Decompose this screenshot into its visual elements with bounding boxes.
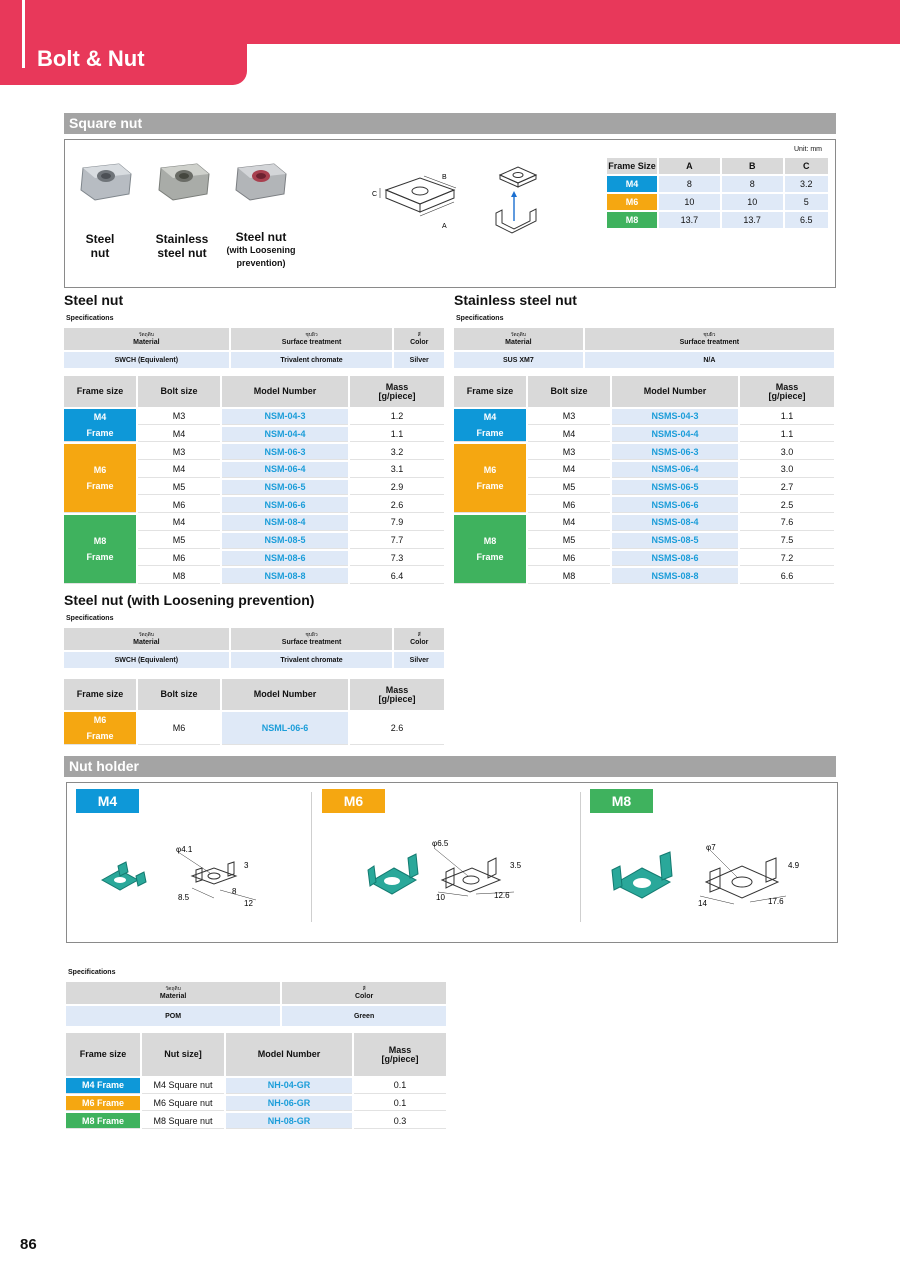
model-number-cell: NSMS-06-6 <box>612 497 738 513</box>
steel-nut-table <box>62 374 446 586</box>
m6-dim-height: 3.5 <box>510 861 522 870</box>
model-number-cell: NSMS-06-3 <box>612 444 738 460</box>
model-number-cell: NSML-06-6 <box>222 712 348 745</box>
section-title-square-nut: Square nut <box>64 113 836 134</box>
spec-material: SWCH (Equivalent) <box>64 352 229 368</box>
mass-cell: 0.1 <box>354 1096 446 1112</box>
model-number-cell: NSM-06-3 <box>222 444 348 460</box>
col-model-number: Model Number <box>226 1033 352 1076</box>
loosening-nut-spec-table <box>62 626 446 670</box>
model-number-cell: NSM-08-8 <box>222 568 348 584</box>
bolt-size-cell: M3 <box>138 444 220 460</box>
m8-dim-diameter: φ7 <box>706 843 716 852</box>
frame-size-cell: M6 Frame <box>64 444 136 513</box>
frame-size-cell: M8 <box>607 212 657 228</box>
nut-size-cell: M8 Square nut <box>142 1113 224 1129</box>
loosening-nut-label: Steel nut (with Loosening prevention) <box>226 230 296 268</box>
page-number: 86 <box>20 1236 37 1253</box>
mass-cell: 2.6 <box>350 497 444 513</box>
steel-nut-spec-table <box>62 326 446 370</box>
bolt-size-cell: M4 <box>138 427 220 443</box>
dim-a-cell: 10 <box>659 194 720 210</box>
dim-a-cell: 13.7 <box>659 212 720 228</box>
col-mass: Mass [g/piece] <box>350 376 444 407</box>
steel-nut-label: Steel nut <box>85 232 115 260</box>
loosening-nut-spec-label: Specifications <box>66 615 114 622</box>
nut-holder-table <box>64 1031 448 1131</box>
m8-dim-height: 4.9 <box>788 861 800 870</box>
m4-dim-length: 12 <box>244 899 253 908</box>
table-row <box>64 515 444 531</box>
mass-cell: 6.4 <box>350 568 444 584</box>
holder-tag-m8: M8 <box>590 789 653 813</box>
loosening-nut-title: Steel nut (with Loosening prevention) <box>64 592 315 608</box>
bolt-size-cell: M6 <box>528 497 610 513</box>
spec-header-material: วัตถุดิบ Material <box>454 328 583 350</box>
dim-c-label: C <box>372 191 378 198</box>
col-model-number: Model Number <box>612 376 738 407</box>
title-accent-line <box>22 0 25 68</box>
spec-color: Silver <box>394 652 444 668</box>
model-number-cell: NH-04-GR <box>226 1078 352 1094</box>
dim-a-cell: 8 <box>659 176 720 192</box>
stainless-nut-title: Stainless steel nut <box>454 292 577 308</box>
dim-b-cell: 8 <box>722 176 783 192</box>
model-number-cell: NSM-06-6 <box>222 497 348 513</box>
m8-dim-width: 14 <box>698 899 707 908</box>
bolt-size-cell: M4 <box>138 462 220 478</box>
table-row <box>64 712 444 745</box>
nut-holder-m6-drawing <box>364 836 534 908</box>
stainless-nut-label: Stainless steel nut <box>155 232 209 260</box>
dim-a-label: A <box>442 223 447 230</box>
model-number-cell: NH-08-GR <box>226 1113 352 1129</box>
mass-cell: 2.9 <box>350 480 444 496</box>
model-number-cell: NSM-04-4 <box>222 427 348 443</box>
frame-size-cell: M6 <box>607 194 657 210</box>
nut-size-cell: M4 Square nut <box>142 1078 224 1094</box>
dim-c-cell: 6.5 <box>785 212 828 228</box>
model-number-cell: NSM-08-5 <box>222 533 348 549</box>
title-tab <box>0 0 247 85</box>
mass-cell: 7.2 <box>740 551 834 567</box>
square-nut-dimension-drawing <box>368 166 468 236</box>
spec-header-color: สี Color <box>282 982 446 1004</box>
col-frame-size: Frame size <box>64 679 136 710</box>
frame-size-cell: M4 Frame <box>64 409 136 442</box>
mass-cell: 1.1 <box>740 409 834 425</box>
mass-cell: 3.1 <box>350 462 444 478</box>
mass-cell: 1.1 <box>350 427 444 443</box>
bolt-size-cell: M4 <box>528 462 610 478</box>
model-number-cell: NSM-08-4 <box>222 515 348 531</box>
m4-dim-height: 3 <box>244 861 249 870</box>
col-bolt-size: Bolt size <box>138 376 220 407</box>
spec-material: SUS XM7 <box>454 352 583 368</box>
mass-cell: 7.5 <box>740 533 834 549</box>
col-bolt-size: Bolt size <box>528 376 610 407</box>
model-number-cell: NSMS-06-4 <box>612 462 738 478</box>
mass-cell: 7.7 <box>350 533 444 549</box>
mass-cell: 2.6 <box>350 712 444 745</box>
frame-size-cell: M8 Frame <box>64 515 136 584</box>
model-number-cell: NSM-08-6 <box>222 551 348 567</box>
dimension-table-header <box>607 158 828 174</box>
spec-header-surface: ชุบผิว Surface treatment <box>231 628 393 650</box>
model-number-cell: NSMS-08-6 <box>612 551 738 567</box>
mass-cell: 2.5 <box>740 497 834 513</box>
table-row <box>454 515 834 531</box>
table-row <box>607 176 828 192</box>
model-number-cell: NSMS-06-5 <box>612 480 738 496</box>
frame-size-cell: M4 <box>607 176 657 192</box>
mass-cell: 0.1 <box>354 1078 446 1094</box>
spec-material: POM <box>66 1006 280 1026</box>
bolt-size-cell: M8 <box>528 568 610 584</box>
bolt-size-cell: M6 <box>138 551 220 567</box>
spec-header-color: สี Color <box>394 628 444 650</box>
section-title-nut-holder: Nut holder <box>64 756 836 777</box>
mass-cell: 1.1 <box>740 427 834 443</box>
model-number-cell: NSMS-04-4 <box>612 427 738 443</box>
spec-header-material: วัตถุดิบ Material <box>64 328 229 350</box>
bolt-size-cell: M3 <box>528 444 610 460</box>
nut-holder-spec-table <box>64 980 448 1028</box>
mass-cell: 7.6 <box>740 515 834 531</box>
model-number-cell: NSM-06-5 <box>222 480 348 496</box>
unit-label: Unit: mm <box>794 146 822 153</box>
dim-header: B <box>722 158 783 174</box>
m6-dim-length: 12.6 <box>494 891 510 900</box>
dim-header: C <box>785 158 828 174</box>
frame-size-cell: M8 Frame <box>66 1113 140 1129</box>
spec-color: Green <box>282 1006 446 1026</box>
frame-size-cell: M4 Frame <box>66 1078 140 1094</box>
nut-holder-m8-drawing <box>606 838 806 916</box>
bolt-size-cell: M4 <box>528 515 610 531</box>
bolt-size-cell: M8 <box>138 568 220 584</box>
table-row <box>66 1096 446 1112</box>
m6-dim-width: 10 <box>436 893 445 902</box>
bolt-size-cell: M5 <box>138 533 220 549</box>
spec-header-color: สี Color <box>394 328 444 350</box>
model-number-cell: NSMS-08-8 <box>612 568 738 584</box>
divider <box>311 792 312 922</box>
bolt-size-cell: M6 <box>138 497 220 513</box>
spec-header-surface: ชุบผิว Surface treatment <box>585 328 834 350</box>
col-nut-size: Nut size] <box>142 1033 224 1076</box>
mass-cell: 3.2 <box>350 444 444 460</box>
bolt-size-cell: M5 <box>528 480 610 496</box>
divider <box>580 792 581 922</box>
bolt-size-cell: M3 <box>138 409 220 425</box>
bolt-size-cell: M4 <box>138 515 220 531</box>
spec-material: SWCH (Equivalent) <box>64 652 229 668</box>
table-row <box>66 1113 446 1129</box>
loosening-nut-table <box>62 677 446 747</box>
mass-cell: 6.6 <box>740 568 834 584</box>
m4-dim-width: 8 <box>232 887 237 896</box>
holder-tag-m6: M6 <box>322 789 385 813</box>
col-model-number: Model Number <box>222 679 348 710</box>
spec-color: Silver <box>394 352 444 368</box>
model-number-cell: NSMS-04-3 <box>612 409 738 425</box>
col-frame-size: Frame size <box>454 376 526 407</box>
mass-cell: 3.0 <box>740 444 834 460</box>
stainless-nut-photo <box>153 160 213 204</box>
frame-size-cell: M8 Frame <box>454 515 526 584</box>
table-row <box>607 212 828 228</box>
dim-b-cell: 10 <box>722 194 783 210</box>
model-number-cell: NH-06-GR <box>226 1096 352 1112</box>
col-frame-size: Frame size <box>64 376 136 407</box>
dim-c-cell: 5 <box>785 194 828 210</box>
frame-size-cell: M6 Frame <box>66 1096 140 1112</box>
table-row <box>66 1078 446 1094</box>
bolt-size-cell: M5 <box>528 533 610 549</box>
bolt-size-cell: M6 <box>528 551 610 567</box>
dim-header: A <box>659 158 720 174</box>
col-bolt-size: Bolt size <box>138 679 220 710</box>
model-number-cell: NSM-06-4 <box>222 462 348 478</box>
nut-size-cell: M6 Square nut <box>142 1096 224 1112</box>
spec-surface: N/A <box>585 352 834 368</box>
mass-cell: 3.0 <box>740 462 834 478</box>
dim-b-cell: 13.7 <box>722 212 783 228</box>
col-mass: Mass [g/piece] <box>354 1033 446 1076</box>
bolt-size-cell: M5 <box>138 480 220 496</box>
dim-c-cell: 3.2 <box>785 176 828 192</box>
model-number-cell: NSMS-08-5 <box>612 533 738 549</box>
stainless-nut-spec-label: Specifications <box>456 315 504 322</box>
bolt-size-cell: M4 <box>528 427 610 443</box>
col-mass: Mass [g/piece] <box>740 376 834 407</box>
col-model-number: Model Number <box>222 376 348 407</box>
mass-cell: 2.7 <box>740 480 834 496</box>
col-frame-size: Frame size <box>66 1033 140 1076</box>
loosening-nut-photo <box>230 160 290 204</box>
model-number-cell: NSMS-08-4 <box>612 515 738 531</box>
dim-header: Frame Size <box>607 158 657 174</box>
nut-holder-m4-drawing <box>96 840 266 912</box>
m8-dim-length: 17.6 <box>768 897 784 906</box>
nut-insert-drawing <box>492 163 544 241</box>
bolt-size-cell: M6 <box>138 712 220 745</box>
spec-surface: Trivalent chromate <box>231 352 393 368</box>
nut-holder-spec-label: Specifications <box>68 969 116 976</box>
table-row <box>454 444 834 460</box>
spec-header-material: วัตถุดิบ Material <box>64 628 229 650</box>
mass-cell: 7.9 <box>350 515 444 531</box>
steel-nut-spec-label: Specifications <box>66 315 114 322</box>
mass-cell: 0.3 <box>354 1113 446 1129</box>
col-mass: Mass [g/piece] <box>350 679 444 710</box>
stainless-nut-spec-table <box>452 326 836 370</box>
dim-b-label: B <box>442 174 447 181</box>
table-row <box>454 409 834 425</box>
table-row <box>64 409 444 425</box>
spec-header-surface: ชุบผิว Surface treatment <box>231 328 393 350</box>
spec-surface: Trivalent chromate <box>231 652 393 668</box>
spec-header-material: วัตถุดิบ Material <box>66 982 280 1004</box>
m6-dim-diameter: φ6.5 <box>432 839 449 848</box>
frame-size-cell: M6 Frame <box>454 444 526 513</box>
steel-nut-photo <box>75 160 135 204</box>
steel-nut-title: Steel nut <box>64 292 124 308</box>
page-title: Bolt & Nut <box>37 46 145 71</box>
table-row <box>607 194 828 210</box>
m4-dim-diameter: φ4.1 <box>176 845 193 854</box>
holder-tag-m4: M4 <box>76 789 139 813</box>
model-number-cell: NSM-04-3 <box>222 409 348 425</box>
stainless-nut-table <box>452 374 836 586</box>
dimension-table <box>605 156 830 230</box>
bolt-size-cell: M3 <box>528 409 610 425</box>
frame-size-cell: M4 Frame <box>454 409 526 442</box>
m4-dim-depth: 8.5 <box>178 893 190 902</box>
mass-cell: 1.2 <box>350 409 444 425</box>
table-row <box>64 444 444 460</box>
mass-cell: 7.3 <box>350 551 444 567</box>
frame-size-cell: M6 Frame <box>64 712 136 745</box>
